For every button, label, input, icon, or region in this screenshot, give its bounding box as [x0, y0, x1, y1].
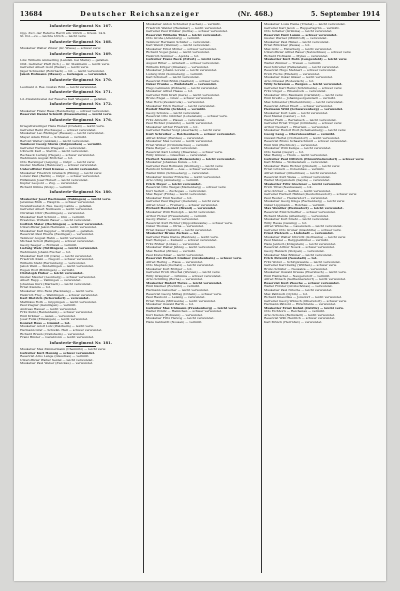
- casualty-entry: Musketier Josef Bachmann (Tübingen) — leicht verw.: [20, 197, 111, 201]
- casualty-entry: Musketier Hans Richter (Jöhstadt) — leicht verw.: [264, 164, 341, 168]
- casualty-entry: Richard Hofmann — Mylau — verwundet.: [264, 54, 329, 58]
- casualty-entry: Paul Richter (Oelsnitz) — leicht verwundet.: [146, 122, 214, 126]
- casualty-entry: Gefreiter Hermann Wiegand — verwundet.: [20, 146, 87, 150]
- casualty-entry: Christoph Huber — leicht verwundet.: [20, 272, 84, 276]
- casualty-entry: Gefreiter Franz Beck (Erfurt) — leicht verw.: [146, 58, 221, 62]
- casualty-entry: Wilhelm Krüger (Ilmenau) — verwundet.: [146, 65, 209, 69]
- issue-date: 5. September 1914: [311, 10, 380, 18]
- casualty-entry: Rudolf Martin (Schleiz) — vermißt.: [146, 108, 207, 112]
- casualty-entry: Musketier Willi Rudolph — leicht verwundet.: [146, 210, 216, 214]
- casualty-entry: Musketier Karl Schmid — Ulm — vermißt.: [20, 215, 86, 219]
- casualty-entry: Hermann Pätzold — Hirschfelde — verwundet.: [264, 303, 337, 307]
- header-rule: [20, 20, 380, 21]
- casualty-entry: Alfred Wünsche — Lauenstein — leicht verwundet.: [264, 225, 343, 229]
- casualty-entry: Kurt Kaden (Roßwein) — verwundet.: [146, 313, 203, 317]
- casualty-entry: Reservist Bruno Schaarschmidt — schwer verwundet.: [264, 140, 348, 144]
- casualty-entry: Alfred Hering — Riesa — verwundet.: [146, 260, 204, 264]
- casualty-entry: Reservist Herbert Lindner (Großenhain) — schwer verw.: [146, 257, 242, 261]
- casualty-entry: Max Götz — Elsterberg — leicht verwundet.: [264, 47, 333, 51]
- casualty-entry: Richard Kühne (Stolp) — vermißt.: [20, 185, 73, 189]
- section-heading: Infanterie-Regiment Nr. 181.: [20, 342, 142, 348]
- casualty-entry: Musketier Paul Hänel — leicht verwundet.: [264, 40, 330, 44]
- casualty-entry: Alfred Rönsch (Seifhennersdorf) — leicht verwundet.: [264, 278, 347, 282]
- section-heading: Infanterie-Regiment Nr. 171.: [20, 91, 142, 97]
- casualty-entry: Tambour Georg Sturm (Ostpreußen) — vermißt.: [20, 143, 102, 147]
- casualty-entry: Gefreiter Ernst Tröger (Grünhain) — schwer verw.: [264, 122, 343, 126]
- casualty-entry: Otto Seidel (Geyer) — tot.: [264, 150, 305, 154]
- casualty-entry: Musketier Louis Heine (Triebel) — leicht verwundet.: [264, 23, 346, 26]
- casualty-entry: Musketier Kurt Roth (Lengenfeld) — leicht verw.: [264, 58, 348, 62]
- casualty-entry: Max Horn (Zeulenroda) — verwundet.: [146, 101, 206, 105]
- casualty-entry: Karl Wendt (Weimar) — leicht verwundet.: [146, 44, 211, 48]
- casualty-entry: Reservist Willi Heidrich — schwer verwundet.: [264, 317, 336, 321]
- casualty-entry: Gefreiter Georg Wünsch (Olbersdorf) — schwer verw.: [264, 299, 347, 303]
- casualty-entry: Musketier Anton Schreiber (Lachen) — vermißt.: [146, 23, 221, 26]
- casualty-entry: Reservist Emil Lamm — schwer verwundet.: [264, 33, 338, 37]
- casualty-entry: Max Heinig — Thum — leicht verwundet.: [264, 154, 328, 158]
- casualty-entry: Georg Schulze — leicht verwundet.: [146, 111, 201, 115]
- casualty-entry: Gefreiter Paul Dittrich (Ehrenfriedersdorf) — schwer verw.: [264, 157, 365, 161]
- casualty-entry: Emil Süß (Buchholz) — verwundet.: [264, 143, 319, 147]
- casualty-entry: Georg Lang — Oberwiesenthal — vermißt.: [264, 132, 336, 136]
- casualty-entry: Fritz Kuhn (Heidenheim) — schwer verwundet.: [20, 311, 94, 315]
- casualty-entry: Alfred Köhler (Werdau) — verwundet.: [146, 136, 205, 140]
- casualty-entry: Musketier Kurt Böttger — tot.: [146, 267, 193, 271]
- casualty-entry: Hermann Liebscher — leicht verwundet.: [146, 289, 209, 293]
- casualty-entry: Musketier Franz Haas (Heidelberg) — schwer verwundet.: [20, 109, 110, 113]
- casualty-entry: Max Schneider (Breitenbrunn) — leicht verwundet.: [264, 101, 344, 105]
- casualty-entry: Fritz Rößler (Löbau) — verwundet.: [146, 242, 201, 246]
- casualty-entry: Willy Günzel — Glauchau — verwundet.: [146, 154, 208, 158]
- text-column-1: [20, 23, 142, 573]
- casualty-entry: Gefreiter Hans Dietze (Bautzen) — leicht verw.: [146, 235, 219, 239]
- casualty-entry: Paul Reuter — Heidersdorf — verwundet.: [264, 196, 329, 200]
- casualty-entry: Musketier Rudolf Wolf (Scheibenberg) — leicht verw.: [264, 129, 347, 133]
- casualty-entry: Tambour August Hahn — leicht verwundet.: [20, 236, 87, 240]
- casualty-entry: St. Pol.—zu — leichte Ulrich — leicht verw.: [20, 35, 87, 39]
- casualty-entry: Musketier Arthur Friedrich — tot.: [146, 125, 199, 129]
- casualty-entry: Paul Haubold — Leisnig — verwundet.: [146, 296, 206, 300]
- casualty-entry: Oskar Thomas — Pirna — verwundet.: [146, 225, 204, 229]
- casualty-entry: Gefreiter Beibl (Eschwege) — schwer verwundet.: [20, 128, 97, 132]
- casualty-entry: Ernst Brückner (Pausa) — tot.: [264, 44, 311, 48]
- casualty-entry: Arno Uhlig (Annaberg) — vermißt.: [146, 179, 200, 183]
- casualty-entry: Richard Vogel (Jena) — leicht verwundet.: [146, 51, 210, 55]
- casualty-entry: Gottlob Maier (Hechingen) — schwer verwundet.: [20, 222, 104, 226]
- casualty-entry: Gustav Steffens (Hannover) — schwer verwundet.: [20, 164, 98, 168]
- casualty-entry: Hans Berger — leicht verwundet.: [146, 147, 198, 151]
- casualty-entry: Alfred Löser — Freiberg — schwer verwundet.: [146, 203, 219, 207]
- casualty-entry: Georg Seeger — Rottweil — vermißt.: [20, 243, 78, 247]
- casualty-entry: Unteroffizier Alfred Bauer (Netzschkau) — schwer verw.: [264, 51, 352, 55]
- section-heading: Infanterie-Regiment Nr. 172.: [20, 103, 142, 109]
- casualty-entry: Lorenz Paul (Berlin) — Ostpr. — schwer verwundet.: [20, 175, 100, 179]
- casualty-entry: Emil Krämer — Aalen — verwundet.: [20, 314, 76, 318]
- casualty-entry: Musketier Oswald Krause (Ebersbach) — leicht verw.: [264, 271, 347, 275]
- casualty-entry: Paul Ziegler (Geislingen) — vermißt.: [20, 304, 77, 308]
- casualty-entry: Unteroffizier Emil Krause — leicht verwundet.: [20, 167, 99, 171]
- casualty-entry: Tambour Hermann Schäfer — verwundet.: [146, 40, 211, 44]
- casualty-entry: Musketier Leo Rüdinger (Hessen) — leicht verwundet.: [20, 132, 105, 136]
- section-heading: Infanterie-Regiment Nr. 180.: [20, 191, 142, 197]
- casualty-entry: Musketier Walter Ulbricht (Gottleuba) — leicht verw.: [264, 235, 347, 239]
- casualty-entry: Gefreiter Karl Jacob — Ruppertsgrün — vermißt.: [264, 26, 340, 30]
- casualty-entry: Jakob Hofmann (Mauer) — Gefangen — verwundet.: [20, 73, 108, 77]
- casualty-entry: Erich Fuchs (Ellefeld) — verwundet.: [264, 72, 321, 76]
- casualty-entry: Musketier Rudolf Tietze — leicht verwundet.: [146, 281, 223, 285]
- casualty-entry: Max Wendler (Hermsdorf) — leicht verwundet.: [264, 207, 344, 211]
- casualty-entry: Arno Dressel (Rodewisch) — tot.: [264, 79, 315, 83]
- casualty-entry: Ersatzres. Wilhelm Bauer — leicht verwundet.: [20, 219, 92, 223]
- casualty-entry: Leutnant d. Res. Gustav Röhl — leicht verwundet.: [20, 85, 98, 89]
- casualty-entry: Arno Schilling (Borna) — verwundet.: [146, 278, 204, 282]
- casualty-entry: Kupfer Leopold — Zug. — verwundet.: [20, 182, 79, 186]
- casualty-entry: Josef Funk (Ellwangen) — leicht verwundet.: [20, 318, 89, 322]
- casualty-entry: Musketier Karl Keppler — Stuttgart — gefallen.: [20, 229, 94, 233]
- casualty-entry: Otto Schaller (Grimma) — leicht verwundet.: [264, 30, 333, 34]
- casualty-entry: Gefreiter Albert Nußbaum — leicht verwundet.: [20, 208, 93, 212]
- casualty-entry: Reservist Paul Eberle (Esslingen) — verwundet.: [20, 233, 94, 237]
- casualty-entry: Gefreiter Willi Kraft (Gera) — leicht verwundet.: [146, 93, 220, 97]
- casualty-entry: Ernst Winter (Crimmitschau) — vermißt.: [146, 143, 210, 147]
- casualty-entry: Friedrich Klein — Nagold — schwer verwundet.: [20, 258, 95, 262]
- casualty-entry: Gefreiter Paul Hofmann (Stollberg) — leicht verw.: [146, 164, 224, 168]
- casualty-entry: Reservist Arno Lange (Glauchau) — vermißt.: [20, 355, 90, 359]
- casualty-entry: Heinrich Sommer — Apolda — tot.: [146, 54, 200, 58]
- casualty-entry: Gefreiter Max Uhlmann (Frankenberg) — leicht verw.: [146, 306, 238, 310]
- casualty-entry: Michael Scholl (Balingen) — schwer verwundet.: [20, 240, 95, 244]
- casualty-entry: Karl Mönch (Herrnhut) — verwundet.: [264, 320, 323, 324]
- section-heading: Infanterie-Regiment Nr. 167.: [20, 25, 142, 31]
- casualty-entry: Musketier Max Böhmer — leicht verwundet.: [264, 253, 333, 257]
- casualty-entry: Konrad Hess — Gmünd — tot.: [20, 321, 71, 325]
- casualty-entry: Musketier Max Lorenz — leicht verwundet.: [146, 140, 214, 144]
- casualty-entry: Erich Meyer — leicht verwundet.: [146, 182, 202, 186]
- casualty-entry: Arthur Ficker (Frauenstein) — vermißt.: [146, 214, 208, 218]
- casualty-entry: Reservist Arthur Noack — schwer verwundet.: [264, 246, 335, 250]
- casualty-entry: Oblt. Gefreiter Pfaff (Sch.) — Gr. Steinheim — leicht verw.: [20, 62, 110, 66]
- casualty-entry: Jeremias Bürk — Hauptm. — schwer verwundet.: [20, 201, 95, 205]
- casualty-entry: Musketier Walter Zinzer (Gr. Wiese) — schwer verw.: [20, 47, 102, 51]
- casualty-entry: Musketier Ernst Kuhnt (Ostritz) — leicht verw.: [264, 306, 344, 310]
- casualty-entry: Reservist Georg Mittag (Döbeln) — schwer verw.: [146, 292, 222, 296]
- casualty-entry: Paul Kretschmar — leicht verwundet.: [146, 253, 204, 257]
- casualty-entry: Herbert Naumann (Hohenstein) — leicht verwundet.: [146, 157, 236, 161]
- casualty-entry: Karl Hempel — Kamenz — schwer verwundet.: [146, 239, 218, 243]
- casualty-entry: Musketier Johannes Kunze — tot.: [146, 161, 198, 165]
- page-header: [20, 9, 380, 19]
- casualty-entry: Musketier Kurt Stiehl — leicht verwundet.: [264, 218, 330, 222]
- casualty-entry: Max Palitzsch (Oybin) — tot.: [264, 292, 309, 296]
- casualty-entry: Bruno Schäfer — Neusalza — verwundet.: [264, 267, 329, 271]
- casualty-entry: Gefreiter Karl Zeibig (Wilthen) — schwer verw.: [264, 264, 337, 268]
- casualty-entry: Otto Hersinger (Leipzig) — Ostpr. — leicht verw.: [20, 160, 96, 164]
- casualty-entry: Reservist Wilhelm Thiel — leicht verwundet.: [146, 33, 222, 37]
- casualty-entry: Ulbrecht Karl — Stettin — leicht verwundet.: [20, 150, 89, 154]
- casualty-entry: Richard Braun (Crailsheim) — verwundet.: [20, 332, 86, 336]
- casualty-entry: Willy Graupner — Grimma — schwer verwundet.: [146, 274, 222, 278]
- casualty-entry: Karl Dietrich (Schorndorf) — verwundet.: [20, 297, 90, 301]
- casualty-entry: Gefreiter Albert Gold (Weiler) — leicht verw.: [20, 66, 89, 70]
- casualty-entry: Musketier Otto Renz (Backnang) — leicht verw.: [20, 290, 94, 293]
- casualty-entry: Andreas Hauser — leicht verwundet.: [20, 307, 78, 311]
- casualty-entry: Erich Tittel (Neuhausen) — tot.: [264, 186, 313, 190]
- casualty-entry: Paul Schreiter (Falkenstein) — leicht verwundet.: [264, 65, 340, 69]
- casualty-entry: August Ritter — Arnstadt — schwer verwundet.: [146, 62, 220, 66]
- casualty-entry: Oskar Lippmann — Holzhau — vermißt.: [264, 203, 326, 207]
- casualty-entry: Hermann Wild (Schwarzenberg) — verwundet.: [264, 108, 344, 112]
- publication-title: Deutscher Reichsanzeiger: [80, 10, 200, 18]
- casualty-entry: Musketier Friedrich Gramsch (Elbing) — leicht verw.: [20, 171, 103, 175]
- casualty-entry: Musketier Fritz Glöckner — leicht verwundet.: [264, 182, 342, 186]
- casualty-entry: Mayer Adam Ernst — Schlesien — vermißt.: [20, 136, 88, 140]
- casualty-entry: Reservist Kurt Weise — schwer verwundet.: [264, 175, 331, 179]
- casualty-entry: Georg Pfeifer — leicht verwundet.: [146, 218, 199, 222]
- casualty-entry: Ernst Lötzsch — Pobershau — vermißt.: [264, 168, 325, 172]
- casualty-entry: Richard Hentschel (Brand) — verwundet.: [146, 207, 217, 211]
- casualty-entry: Wilhelm Stahl (Herrenberg) — verwundet.: [20, 261, 86, 265]
- casualty-entry: Unteroffizier Jakob Hermann — leicht verwundet.: [20, 226, 98, 230]
- casualty-entry: Gefreiter Erich Püschel (Wurzen) — leicht verw.: [146, 271, 221, 275]
- casualty-entry: Reservist Emil Scheffler — schwer verwundet.: [264, 210, 336, 214]
- casualty-entry: Musketier Kurt Lenk — leicht verwundet.: [264, 111, 329, 115]
- casualty-entry: Vizefeldwebel d. Res. Georg Laible — gefallen.: [20, 204, 93, 208]
- casualty-entry: Reinhold Schmidt — Aue — schwer verwundet.: [146, 168, 219, 172]
- section-heading: Infanterie-Regiment Nr. 169.: [20, 53, 142, 59]
- casualty-entry: Wehrmann Johann Fischer — tot.: [20, 250, 72, 254]
- casualty-entry: Kurt Seifert — Zschopau — verwundet.: [146, 189, 207, 193]
- casualty-entry: Hans Jentsch (Königstein) — leicht verwundet.: [264, 242, 337, 246]
- casualty-entry: Walter Kühn (Schneeberg) — verwundet.: [146, 171, 210, 175]
- newspaper-page: [14, 3, 386, 581]
- casualty-entry: Otto Stephan (Oschatz) — leicht verwundet.: [146, 264, 215, 268]
- casualty-entry: Ernst Thiele (Mittweida) — leicht verwundet.: [146, 299, 217, 303]
- casualty-entry: Opp. Zu:t. der Referve Herdt ein: Ulrich — Kreuz. 14.9.: [20, 31, 106, 35]
- page-number: 13684: [20, 10, 43, 18]
- casualty-entry: Reservist Hugo Mehnert — schwer verwundet.: [264, 69, 337, 73]
- casualty-entry: Musketier Emil Nestler — tot.: [146, 196, 193, 200]
- casualty-entry: Musketier Erich Werner — leicht verwundet.: [146, 104, 216, 108]
- casualty-entry: Kurt Schreiber — Reichenbach — schwer verwundet.: [146, 132, 236, 136]
- casualty-entry: Max Reichel (Zittau) — vermißt.: [146, 250, 196, 253]
- casualty-entry: Georg Hanisch (Stolpen) — verwundet.: [264, 250, 325, 253]
- casualty-entry: Karl Schubert — leicht verwundet.: [146, 76, 200, 80]
- casualty-entry: Gefreiter Otto Gruner (Glashütte) — schwer verw.: [264, 228, 342, 232]
- casualty-entry: Gefreiter Paul Winkler (Gotha) — schwer verwundet.: [146, 30, 228, 34]
- casualty-entry: Gefreiter Walter Voigt (Auerbach) — leicht verw.: [146, 129, 222, 133]
- casualty-entry: Ldw. Wilhelm Ammerling (Landsh. bei Mainz) — gefallen.: [20, 59, 109, 63]
- casualty-entry: Otto Eichhorn — Reichenau — vermißt.: [264, 310, 326, 314]
- casualty-entry: Reservist Kurt Eichler (Dippoldiswalde) — schwer verw.: [146, 221, 233, 225]
- casualty-entry: Gustav Werner (Mühltroff) — verwundet.: [264, 37, 328, 41]
- casualty-entry: Franz Binder — Gerabronn — leicht verwundet.: [20, 336, 95, 340]
- casualty-entry: Jäger Schneider (Rohrbach) — Gr. — leicht verwundet.: [20, 69, 105, 73]
- casualty-entry: Hilfsmann Josef Hubert — leicht verwundet.: [20, 178, 89, 182]
- section-heading: Infanterie-Regiment Nr. 176.: [20, 119, 142, 125]
- casualty-entry: Paul Menzel — Berggießhübel — vermißt.: [264, 239, 329, 243]
- casualty-entry: Ernst Kienzle — tot.: [20, 286, 52, 290]
- casualty-entry: Musketier Karl Ott (Calw) — leicht verwundet.: [20, 254, 93, 258]
- section-heading: Infanterie-Regiment Nr. 170.: [20, 79, 142, 85]
- casualty-entry: Arthur Neubert — Elterlein — verwundet.: [264, 125, 329, 129]
- casualty-entry: Ernst Pietzsch — Liebstadt — verwundet.: [264, 232, 334, 236]
- casualty-entry: Christian Dürr (Reutlingen) — verwundet.: [20, 211, 86, 215]
- casualty-entry: Arno Scholze (Bernstadt) — leicht verwundet.: [264, 313, 336, 317]
- casualty-entry: Jakob Weiß — Sindelfingen — leicht verwundet.: [20, 265, 94, 269]
- casualty-entry: Fritz Wobst — Schirgiswalde — leicht verwundet.: [264, 260, 341, 264]
- casualty-entry: Musketier Walter Jähnig — leicht verwundet.: [146, 246, 216, 250]
- casualty-entry: Musketier Willi Kempe — leicht verwundet.: [264, 147, 332, 151]
- text-column-3: [264, 23, 380, 573]
- casualty-entry: Otto Große (Altenburg) — vermißt.: [146, 37, 201, 41]
- casualty-entry: Ld.-Vizefeldwebel der Reserve Karl Wiegand — gefallen.: [20, 97, 108, 101]
- casualty-entry: Musketier Bruno Zschau — tot.: [146, 232, 200, 236]
- casualty-entry: Ernst Kaiser (Sebnitz) — leicht verwundet.: [146, 228, 213, 232]
- casualty-entry: Hugo Lehmann (Pößneck) — leicht verwundet.: [146, 86, 219, 90]
- casualty-entry: Emil Hantschel — Neugersdorf — vermißt.: [264, 274, 331, 278]
- casualty-entry: Paul Meinel (Lauter) — tot.: [264, 115, 307, 119]
- casualty-entry: Gefreiter Karl Heinz (Schönheide) — schwer verw.: [264, 86, 343, 90]
- casualty-entry: Erich Petzold (Neustadt) — tot.: [264, 257, 318, 261]
- casualty-entry: Bruno Engel — Greiz — schwer verwundet.: [146, 97, 214, 101]
- casualty-entry: Willy Hesse (Geising) — tot.: [264, 221, 308, 225]
- casualty-entry: Reservist Kurt Ziesche — schwer verwundet.: [264, 281, 340, 285]
- casualty-entry: Walter Zimmer — Treuen — vermißt.: [264, 62, 322, 66]
- casualty-entry: Kriegsfreiwilliger Hans Elsner (Crefeld) — leicht verw.: [20, 125, 105, 129]
- casualty-entry: Musketier Fritz Herzog — leicht verwundet.: [146, 317, 215, 321]
- casualty-entry: Wehrmann August Böttcher — tot.: [20, 157, 74, 161]
- casualty-entry: Richard Mende (Altenberg) — verwundet.: [264, 214, 329, 218]
- casualty-entry: Walter Förster (Großschönau) — verwundet.: [264, 285, 333, 289]
- casualty-entry: Willy Schramm — Bergen — leicht verwundet.: [264, 83, 343, 87]
- casualty-entry: Gefreiter Paul Wagner (Oederan) — leicht verw.: [146, 200, 220, 204]
- casualty-entry: Musketier Max Zimmermann (Chemnitz) — leicht verw.: [20, 348, 106, 352]
- casualty-entry: Musketier Georg Kluge (Rechenberg) — leicht verw.: [264, 200, 345, 204]
- casualty-entry: Fritz Unger — Eibenstock — verwundet.: [264, 90, 327, 94]
- casualty-entry: Reservist Otto Weigel (Marienberg) — schwer verw.: [146, 186, 227, 190]
- casualty-entry: Johannes Kurz (Marbach) — leicht verwundet.: [20, 282, 92, 286]
- casualty-entry: Gefreiter Kurt Hennig — schwer verwundet.: [20, 351, 96, 355]
- casualty-entry: Musketier Alfred Haase — tot.: [146, 90, 194, 94]
- casualty-entry: Hans Gebhardt (Nossen) — vermißt.: [146, 320, 203, 324]
- casualty-entry: Reservist Alfred Ebert — schwer verwundet.: [264, 104, 334, 108]
- casualty-entry: Fritz Albrecht — Plauen — verwundet.: [146, 118, 206, 122]
- casualty-entry: Musketier Oswald Barth — tot.: [146, 303, 195, 307]
- casualty-entry: Eugen Wolf (Böblingen) — vermißt.: [20, 268, 75, 272]
- casualty-entry: Arno Körner — Seiffen — leicht verwundet.: [264, 189, 331, 193]
- casualty-entry: Unteroffizier Walter Seidel — leicht verwundet.: [20, 358, 94, 362]
- casualty-entry: Musketier Paul Weber (Zwickau) — verwundet.: [20, 362, 94, 366]
- casualty-entry: Heinrich Frey — Waiblingen — schwer verwundet.: [20, 293, 99, 297]
- casualty-entry: Alfred Zenker (Olbernhau) — leicht verwundet.: [264, 171, 338, 175]
- casualty-entry: Ludwig Walz (Tuttlingen) — leicht verwundet.: [20, 247, 99, 251]
- casualty-entry: Musketier Oskar Gläser — leicht verwundet.: [264, 76, 333, 80]
- casualty-entry: Gustav Maurer (Leonberg) — schwer verwundet.: [20, 275, 96, 279]
- casualty-entry: Hermann Graf — Schwäb. Hall — schwer verwundet.: [20, 329, 103, 333]
- casualty-entry: Walter Flath — Bernsbach — leicht verwundet.: [264, 118, 337, 122]
- casualty-entry: Reservist Emil Böhm (Saalfeld) — schwer verw.: [146, 79, 220, 83]
- casualty-entry: Karl Böhme — Wolkenstein — verwundet.: [264, 161, 329, 165]
- casualty-entry: Oskar Franke — Rudolstadt — verwundet.: [146, 83, 218, 87]
- casualty-entry: Oswald Hertel (Crottendorf) — leicht verwundet.: [264, 136, 340, 140]
- casualty-entry: Musketier Adolf Lutz (Welzheim) — leicht verw.: [20, 325, 94, 329]
- casualty-entry: Musketier Otto Baumann (Carlsfeld) — leicht verw.: [264, 93, 344, 97]
- casualty-entry: Gefreiter Herbert Hähnel (Deutschneudorf) — schwer verw.: [264, 193, 357, 197]
- casualty-entry: Musketier Gustav Fritzsche — leicht verwundet.: [146, 175, 221, 179]
- issue-number: (Nr. 468.): [237, 10, 274, 18]
- casualty-entry: Albert Rapp — Vaihingen — verwundet.: [20, 279, 82, 283]
- casualty-entry: Rechseck Ludwig (Hagen) — schwer verwundet.: [20, 153, 96, 157]
- casualty-entry: Emil Kreißl — Johanngeorgenstadt — vermißt.: [264, 97, 336, 101]
- casualty-entry: Reservist Otto Günther (Lobenstein) — schwer verw.: [146, 115, 228, 119]
- column-divider: [261, 22, 262, 573]
- casualty-entry: Emil Kästner (Rochlitz) — vermißt.: [146, 285, 201, 289]
- column-divider: [143, 22, 144, 573]
- casualty-entry: Matthäus Roth — Göppingen — leicht verwundet.: [20, 300, 97, 304]
- casualty-entry: Musketier Ernst Möller — schwer verwundet.: [146, 47, 217, 51]
- text-column-2: [146, 23, 260, 573]
- casualty-entry: Friedrich Walder (Hadamar) — leicht verwundet.: [146, 26, 223, 30]
- casualty-entry: Richard Kneschke — Jonsdorf — leicht verwundet.: [264, 296, 343, 300]
- casualty-entry: Reservist Karl Ludwig (Meerane) — schwer verw.: [146, 150, 223, 154]
- casualty-entry: Musketier Paul Nitsche — leicht verwundet.: [264, 289, 333, 293]
- section-heading: Infanterie-Regiment Nr. 168.: [20, 41, 142, 47]
- casualty-entry: Walter Pönitz — Hainichen — schwer verwundet.: [146, 310, 222, 314]
- casualty-entry: Walter Morgenstern (Sayda) — verwundet.: [264, 179, 331, 183]
- casualty-entry: Reservist Daniel Schmitt (Dossenheim) — leicht verw.: [20, 113, 112, 117]
- casualty-entry: Bertold Walter (Anklam) — leicht verwundet.: [20, 139, 90, 143]
- casualty-entry: Musketier Johann Lorenz — leicht verwundet.: [146, 69, 218, 73]
- casualty-entry: Max Beyer (Flöha) — leicht verwundet.: [146, 193, 207, 197]
- casualty-entry: Ludwig Pohl (Sonneberg) — vermißt.: [146, 72, 204, 76]
